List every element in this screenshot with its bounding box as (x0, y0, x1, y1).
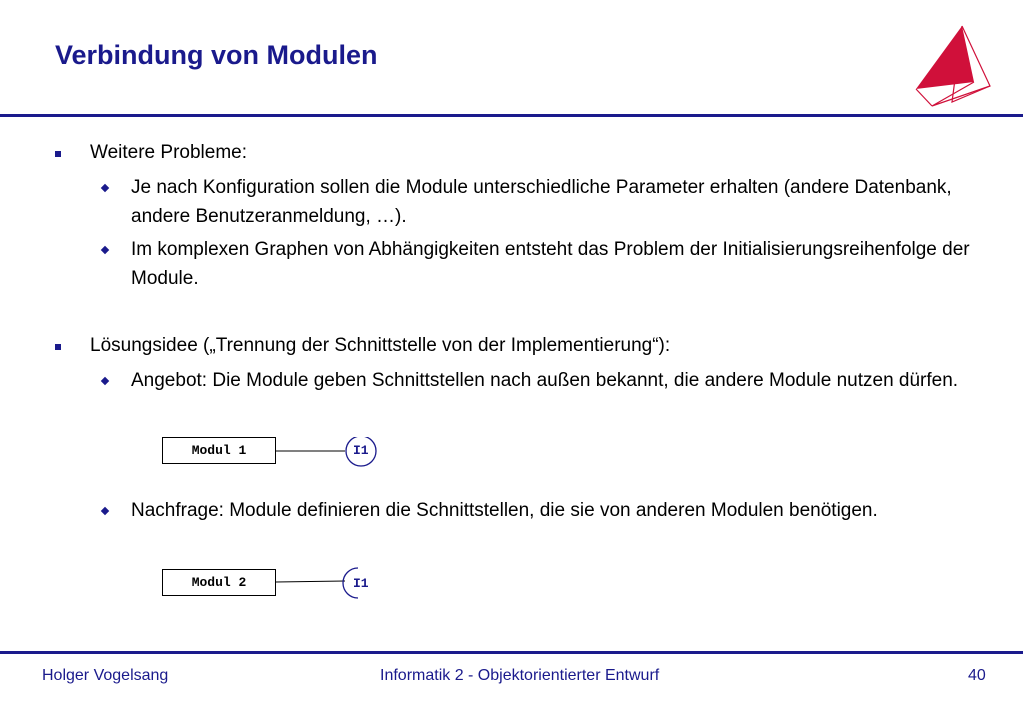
footer-course: Informatik 2 - Objektorientierter Entwurf (380, 667, 660, 684)
module-box: Modul 1 (162, 437, 276, 464)
slide-title: Verbindung von Modulen (55, 40, 378, 70)
diamond-bullet-icon (101, 184, 109, 192)
header-rule (0, 114, 1023, 117)
bullet-text: Lösungsidee („Trennung der Schnittstelle von der Implementierung“): (90, 335, 671, 356)
module-box: Modul 2 (162, 569, 276, 596)
diamond-bullet-icon (101, 507, 109, 515)
required-interface-diagram (150, 569, 390, 601)
footer-rule (0, 651, 1023, 654)
bullet-text: Weitere Probleme: (90, 142, 247, 163)
square-bullet-icon (55, 344, 61, 350)
interface-label: I1 (353, 576, 369, 591)
footer-author: Holger Vogelsang (42, 667, 169, 684)
page-number: 40 (968, 667, 986, 684)
sub-bullet-text: Angebot: Die Module geben Schnittstellen nach außen bekannt, die andere Module nutzen dürfen. (131, 370, 959, 391)
sail-logo-icon (912, 24, 992, 114)
square-bullet-icon (55, 151, 61, 157)
sub-bullet-text: Im komplexen Graphen von Abhängigkeiten entsteht das Problem der Initialisierungsreihenfolge der Module. (131, 239, 970, 289)
provided-interface-diagram (150, 437, 390, 467)
sub-bullet-text: Je nach Konfiguration sollen die Module unterschiedliche Parameter erhalten (andere Datenbank, andere Benutzeranmeldung, …). (131, 177, 952, 227)
interface-label: I1 (353, 443, 369, 458)
sub-bullet-text: Nachfrage: Module definieren die Schnittstellen, die sie von anderen Modulen benötigen. (131, 500, 878, 521)
diamond-bullet-icon (101, 246, 109, 254)
diamond-bullet-icon (101, 377, 109, 385)
